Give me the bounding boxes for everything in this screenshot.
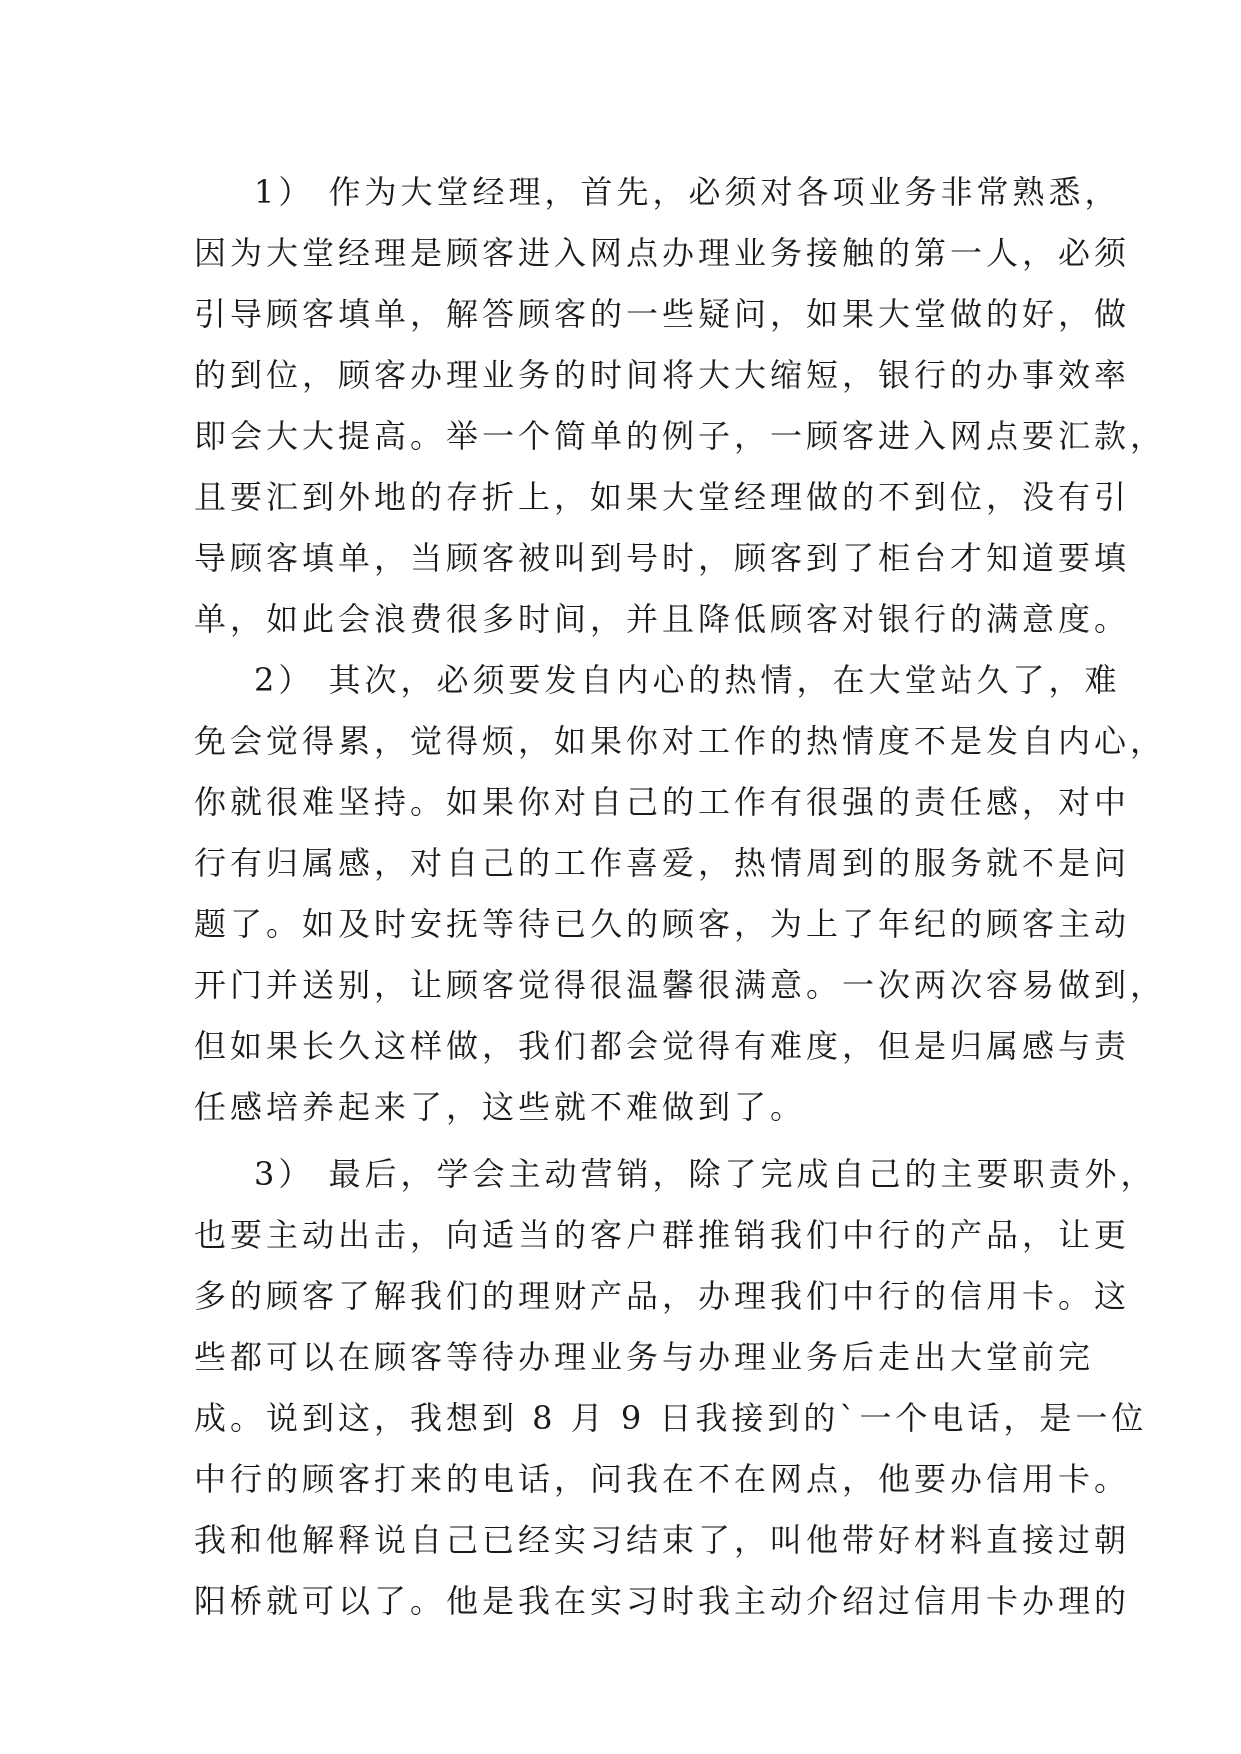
paragraph-line: 多的顾客了解我们的理财产品，办理我们中行的信用卡。这: [194, 1277, 1131, 1315]
paragraph-3: [194, 1144, 1157, 1632]
paragraph-line: 题了。如及时安抚等待已久的顾客，为上了年纪的顾客主动: [194, 905, 1131, 943]
paragraph-1: [194, 162, 1167, 650]
paragraph-line: 你就很难坚持。如果你对自己的工作有很强的责任感，对中: [194, 783, 1131, 821]
paragraph-line: 因为大堂经理是顾客进入网点办理业务接触的第一人，必须: [194, 234, 1131, 272]
document-body: [194, 162, 1167, 1632]
paragraph-line: 导顾客填单，当顾客被叫到号时，顾客到了柜台才知道要填: [194, 539, 1131, 577]
paragraph-line: 的到位，顾客办理业务的时间将大大缩短，银行的办事效率: [194, 356, 1131, 394]
paragraph-line: 1） 作为大堂经理，首先，必须对各项业务非常熟悉，: [254, 173, 1121, 211]
paragraph-line: 引导顾客填单，解答顾客的一些疑问，如果大堂做的好，做: [194, 295, 1131, 333]
paragraph-line: 任感培养起来了，这些就不难做到了。: [194, 1088, 807, 1126]
paragraph-line: 单，如此会浪费很多时间，并且降低顾客对银行的满意度。: [194, 600, 1131, 638]
paragraph-line: 免会觉得累，觉得烦，如果你对工作的热情度不是发自内心，: [194, 722, 1167, 760]
paragraph-line: 但如果长久这样做，我们都会觉得有难度，但是归属感与责: [194, 1027, 1131, 1065]
paragraph-2: [194, 650, 1167, 1138]
paragraph-line: 2） 其次，必须要发自内心的热情，在大堂站久了，难: [254, 661, 1121, 699]
paragraph-line: 成。说到这，我想到 8 月 9 日我接到的`一个电话，是一位: [194, 1399, 1148, 1437]
paragraph-line: 行有归属感，对自己的工作喜爱，热情周到的服务就不是问: [194, 844, 1131, 882]
paragraph-line: 阳桥就可以了。他是我在实习时我主动介绍过信用卡办理的: [194, 1582, 1131, 1620]
paragraph-line: 开门并送别，让顾客觉得很温馨很满意。一次两次容易做到，: [194, 966, 1167, 1004]
paragraph-line: 且要汇到外地的存折上，如果大堂经理做的不到位，没有引: [194, 478, 1131, 516]
paragraph-line: 3） 最后，学会主动营销，除了完成自己的主要职责外，: [254, 1155, 1157, 1193]
paragraph-line: 些都可以在顾客等待办理业务与办理业务后走出大堂前完: [194, 1338, 1095, 1376]
paragraph-line: 也要主动出击，向适当的客户群推销我们中行的产品，让更: [194, 1216, 1131, 1254]
paragraph-line: 我和他解释说自己已经实习结束了，叫他带好材料直接过朝: [194, 1521, 1131, 1559]
paragraph-line: 即会大大提高。举一个简单的例子，一顾客进入网点要汇款，: [194, 417, 1167, 455]
paragraph-line: 中行的顾客打来的电话，问我在不在网点，他要办信用卡。: [194, 1460, 1131, 1498]
